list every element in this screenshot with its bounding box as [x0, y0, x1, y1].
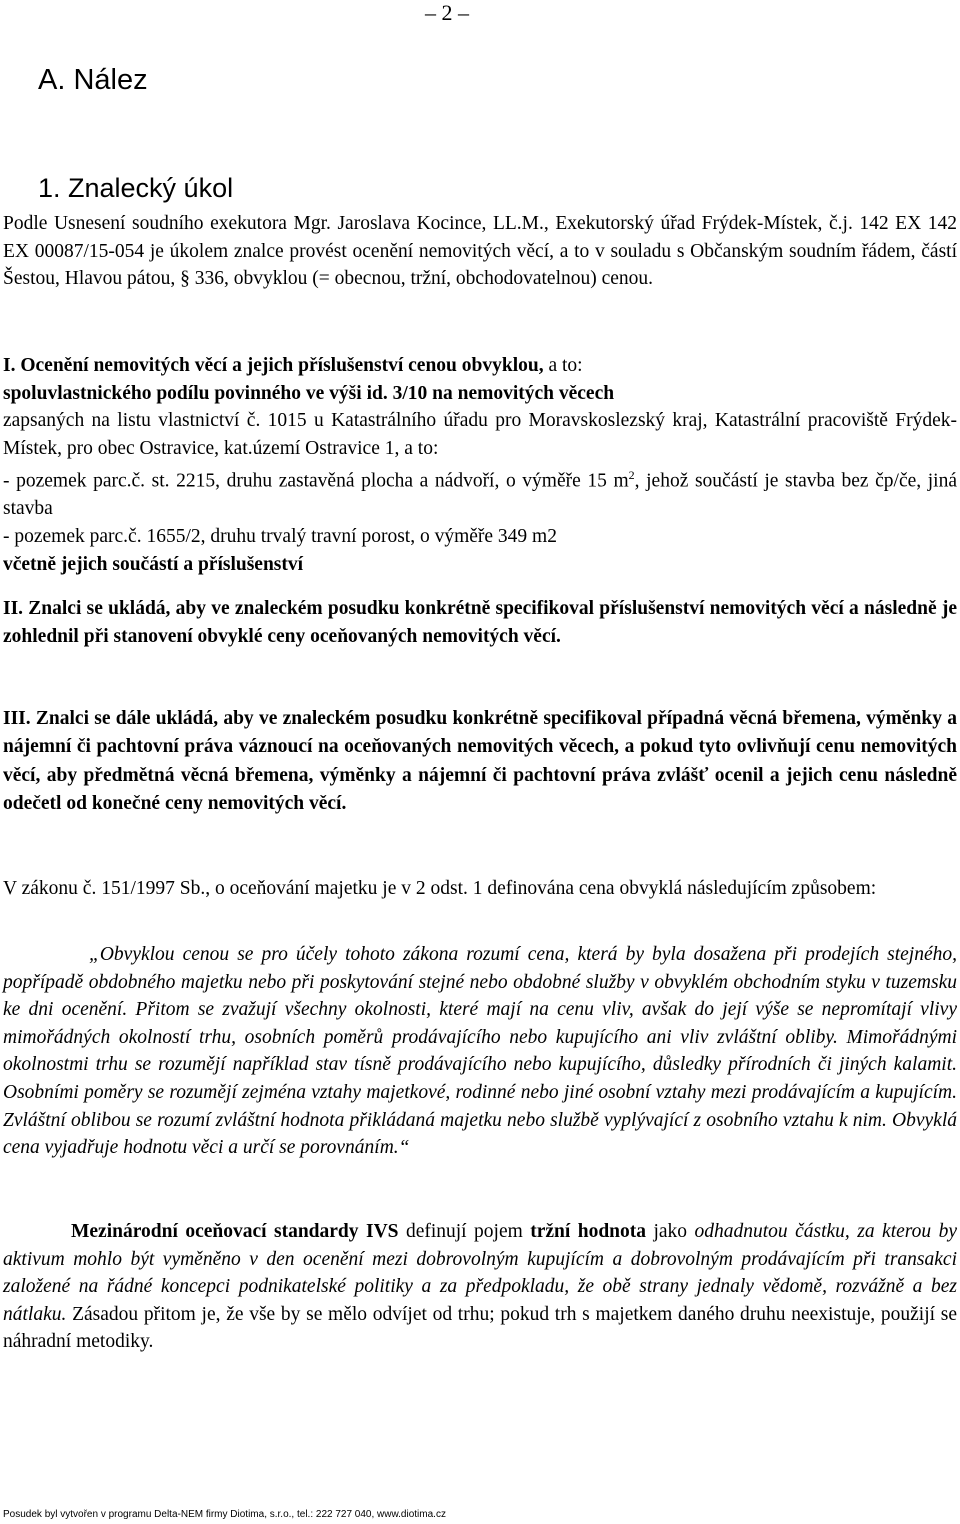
legal-quote: „Obvyklou cenou se pro účely tohoto zákona rozumí cena, která by byla dosažena při prodejích stejného, popřípadě obdobného majetku nebo při poskytování stejné nebo obdobné služby v obvyklém obchodním styku v tuzemsku ke dni ocenění. Přitom se zvažují všechny okolnosti, které mají na cenu vliv, avšak do její výše se nepromítají vlivy mimořádných okolností trhu, osobních poměrů prodávajícího nebo kupujícího ani vliv zvláštní obliby. Mimořádnými okolnostmi trhu se rozumějí například stav tísně prodávajícího nebo kupujícího, důsledky přírodních či jiných kalamit. Osobními poměry se rozumějí zejména vztahy majetkové, rodinné nebo jiné osobní vztahy mezi prodávajícím a kupujícím. Zvláštní oblibou se rozumí zvláštní hodnota přikládaná majetku nebo službě vyplývající z osobního vztahu k nim. Obvyklá cena vyjadřuje hodnotu věci a určí se porovnáním.“	[3, 944, 957, 1159]
co-ownership-share: spoluvlastnického podílu povinného ve výši id. 3/10 na nemovitých věcech	[3, 382, 615, 404]
ivs-text-3: Zásadou přitom je, že vše by se mělo odvíjet od trhu; pokud trh s majetkem daného druhu neexistuje, použijí se náhradní metodiky.	[3, 1303, 957, 1353]
section-heading: A. Nález	[38, 64, 148, 96]
section-one-title: I. Ocenění nemovitých věcí a jejich příslušenství cenou obvyklou,	[3, 355, 544, 376]
market-value-definition: odhadnutou částku, za kterou by aktivum mohlo být vyměněno v den ocenění mezi dobrovolným kupujícím a dobrovolným prodávajícím při transakci založené na řádné koncepci podnikatelské politiky a za předpokladu, že obě strany jednaly vědomě, rozvážně a bez nátlaku.	[3, 1221, 957, 1325]
including-accessories: včetně jejich součástí a příslušenství	[3, 553, 304, 575]
parcel-item-1: - pozemek parc.č. st. 2215, druhu zastavěná plocha a nádvoří, o výměře 15 m	[3, 470, 629, 492]
ivs-text-2: jako	[646, 1221, 695, 1242]
section-three: III. Znalci se dále ukládá, aby ve znaleckém posudku konkrétně specifikoval případná věcná břemena, výměnky a nájemní či pachtovní práva váznoucí na oceňovaných nemovitých věcech, a pokud tyto ovlivňují cenu nemovitých věcí, aby předmětná věcná břemena, výměnky a nájemní či pachtovní práva zvlášť ocenil a jejich cenu následně odečetl od konečné ceny nemovitých věcí.	[3, 708, 957, 815]
section-one	[3, 352, 957, 578]
section-one-title-suffix: a to:	[543, 355, 583, 376]
ivs-text-1: definují pojem	[398, 1221, 531, 1242]
parcel-item-2: - pozemek parc.č. 1655/2, druhu trvalý travní porost, o výměře 349 m2	[3, 526, 557, 548]
section-two: II. Znalci se ukládá, aby ve znaleckém posudku konkrétně specifikoval příslušenství nemovitých věcí a následně je zohlednil při stanovení obvyklé ceny oceňovaných nemovitých věcí.	[3, 598, 957, 648]
ivs-paragraph	[3, 1218, 957, 1356]
parcel-item-1-unit-sup: 2	[628, 468, 635, 483]
law-intro-paragraph: V zákonu č. 151/1997 Sb., o oceňování majetku je v 2 odst. 1 definována cena obvyklá následujícím způsobem:	[3, 878, 877, 899]
land-register-entry: zapsaných na listu vlastnictví č. 1015 u Katastrálního úřadu pro Moravskoslezský kraj, Katastrální pracoviště Frýdek-Místek, pro obec Ostravice, kat.území Ostravice 1, a to:	[3, 410, 957, 459]
intro-paragraph: Podle Usnesení soudního exekutora Mgr. Jaroslava Kocince, LL.M., Exekutorský úřad Frýdek-Místek, č.j. 142 EX 142 EX 00087/15-054 je úkolem znalce provést ocenění nemovitých věcí, a to v souladu s Občanským soudním řádem, částí Šestou, Hlavou pátou, § 336, obvyklou (= obecnou, tržní, obchodovatelnou) cenou.	[3, 213, 957, 290]
page-footer: Posudek byl vytvořen v programu Delta-NEM firmy Diotima, s.r.o., tel.: 222 727 040, www.diotima.cz	[3, 1509, 446, 1520]
ivs-standard-name: Mezinárodní oceňovací standardy IVS	[71, 1221, 399, 1242]
page-number: – 2 –	[425, 0, 469, 25]
market-value-term: tržní hodnota	[530, 1221, 647, 1242]
subsection-heading: 1. Znalecký úkol	[38, 173, 234, 203]
parcel-item-1-rest: , jehož součástí je stavba bez čp/če, jiná stavba	[3, 470, 957, 520]
